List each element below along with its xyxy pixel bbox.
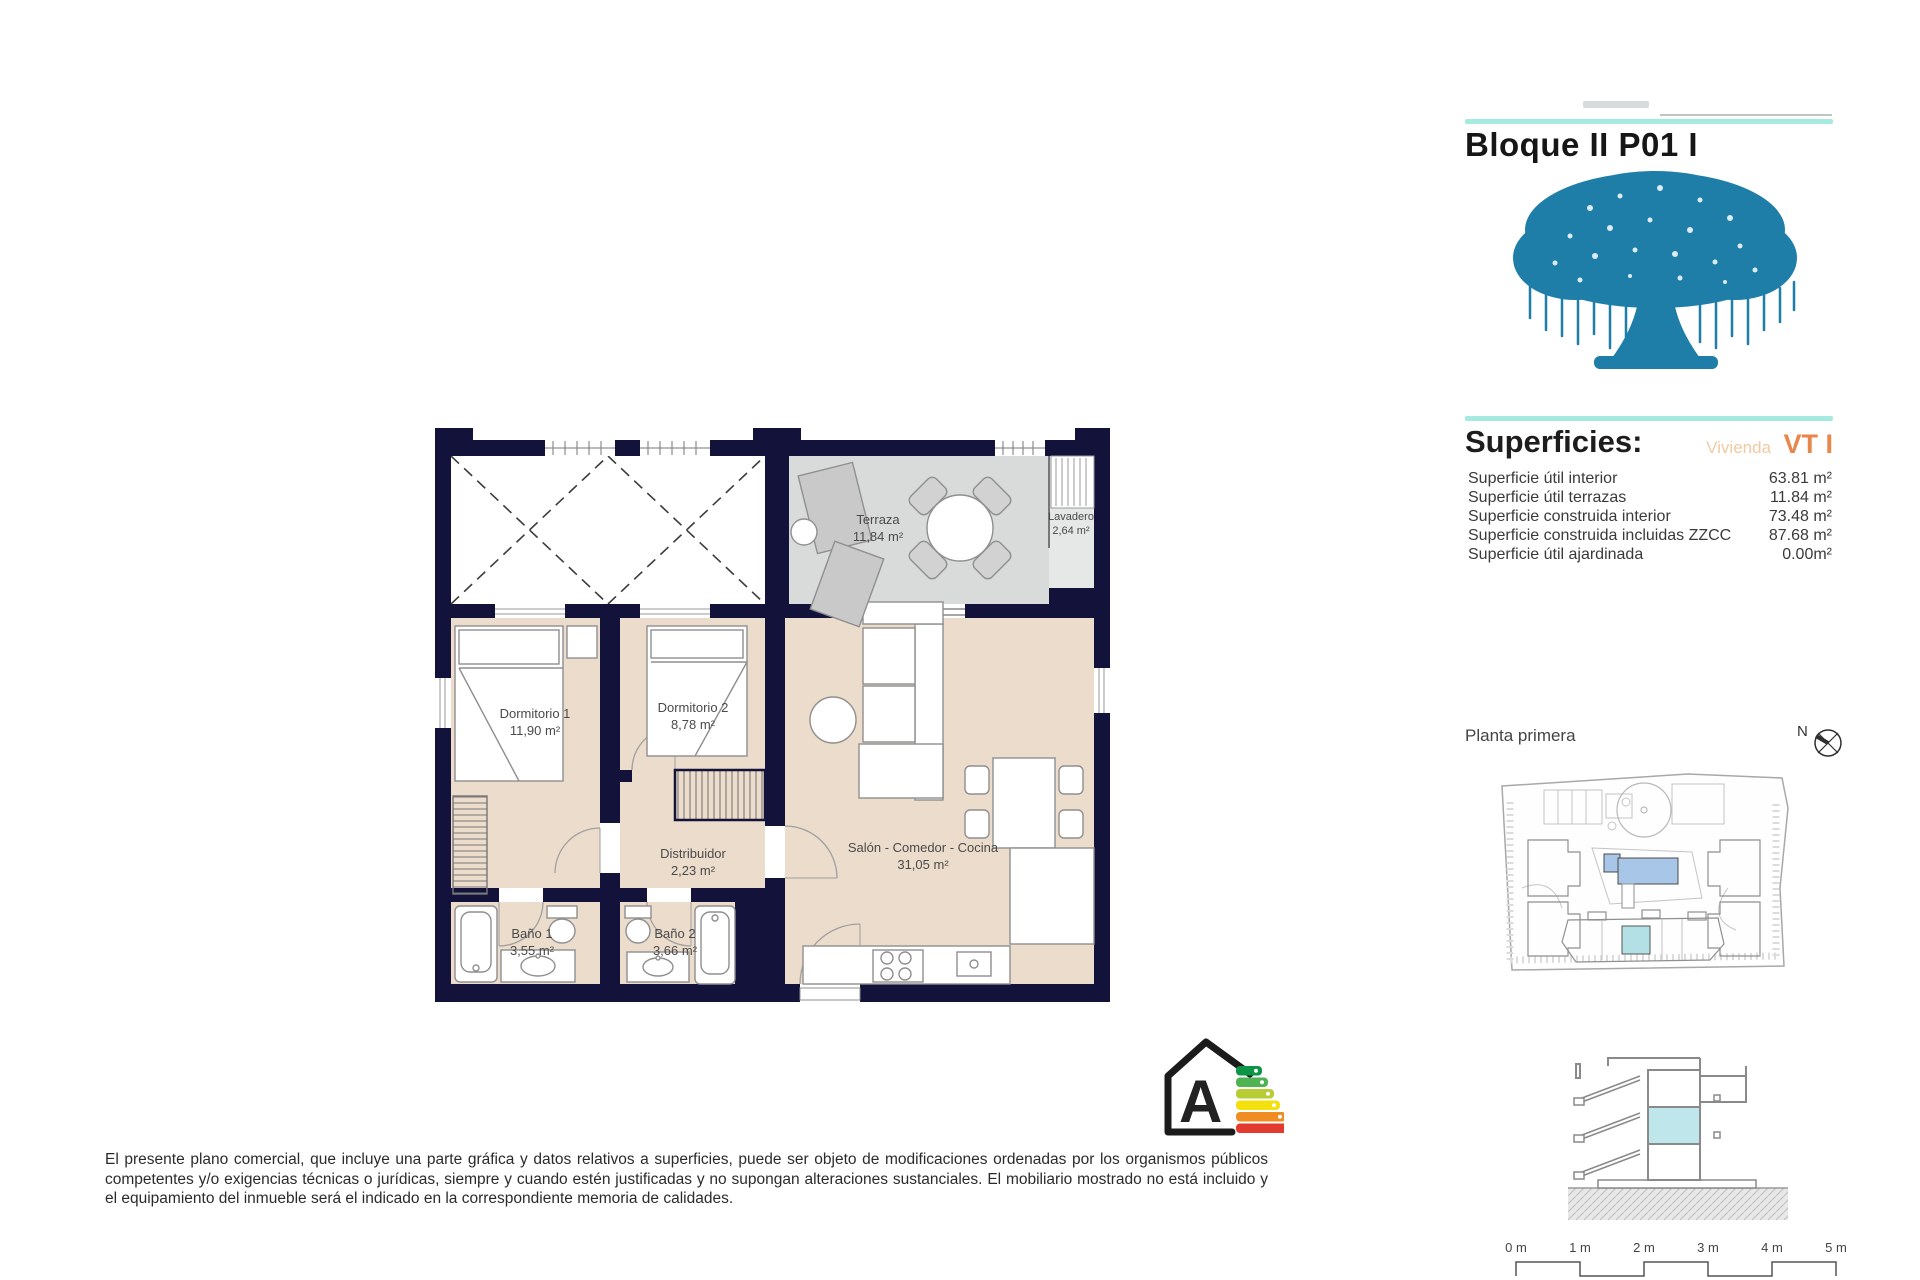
bathtub-icon <box>695 906 735 984</box>
svg-text:3,55 m²: 3,55 m² <box>509 943 555 958</box>
scale-bar <box>1502 1238 1847 1280</box>
bed-icon <box>455 626 563 781</box>
svg-text:0 m: 0 m <box>1505 1240 1527 1255</box>
compass-icon <box>1795 718 1847 764</box>
svg-text:Baño 1: Baño 1 <box>511 926 553 941</box>
superficies-row: Superficie útil terrazas 11.84 m² <box>1468 489 1832 506</box>
svg-text:N: N <box>1797 723 1808 740</box>
header-accent-line <box>1465 119 1833 124</box>
energy-rating-icon <box>1152 1028 1284 1140</box>
terrace-side-table-icon <box>791 519 817 545</box>
floor-plan <box>435 428 1110 1010</box>
vivienda-code: VT I <box>1783 429 1833 459</box>
kitchen-island-icon <box>1010 848 1094 944</box>
vivienda-tag <box>1706 429 1833 460</box>
svg-text:3,66 m²: 3,66 m² <box>652 943 698 958</box>
superficies-row: Superficie útil interior 63.81 m² <box>1468 470 1832 487</box>
side-table-icon <box>810 697 856 743</box>
superficies-row: Superficie construida incluidas ZZCC 87.68 m² <box>1468 527 1832 544</box>
bathtub-icon <box>455 906 497 982</box>
svg-text:Dormitorio 1: Dormitorio 1 <box>499 706 571 721</box>
bed-icon <box>647 626 747 756</box>
energy-letter: A <box>1179 1068 1223 1135</box>
disclaimer-text: El presente plano comercial, que incluye una parte gráfica y datos relativos a superficies, puede ser objeto de modificaciones ordenadas por los organismos públicos competentes y/o exigencias técnicas o jurídicas, siempre y cuando estén justificadas y no supongan alteraciones sustanciales. El mobiliario mostrado no está incluido y el equipamiento del inmueble será el indicado en la correspondiente memoria de calidades. <box>105 1151 1268 1207</box>
svg-text:5 m: 5 m <box>1825 1240 1847 1255</box>
entrance-step <box>800 988 860 1000</box>
superficies-row: Superficie construida interior 73.48 m² <box>1468 508 1832 525</box>
superficies-header <box>1465 424 1833 460</box>
svg-text:31,05 m²: 31,05 m² <box>897 857 949 872</box>
svg-text:Terraza: Terraza <box>856 512 900 527</box>
site-plan <box>1492 768 1796 982</box>
page-title: Bloque II P01 I <box>1465 126 1699 163</box>
void-area-floor <box>451 456 765 604</box>
site-caption: Planta primera <box>1465 726 1576 745</box>
svg-text:3 m: 3 m <box>1697 1240 1719 1255</box>
svg-text:4 m: 4 m <box>1761 1240 1783 1255</box>
header-hairline <box>1660 114 1832 116</box>
building-section <box>1568 1036 1788 1222</box>
svg-text:2,64 m²: 2,64 m² <box>1052 525 1090 537</box>
nightstand-icon <box>567 626 597 658</box>
closet-icon <box>675 770 765 820</box>
section-highlight-floor <box>1648 1107 1700 1144</box>
site-highlight-unit <box>1622 926 1650 954</box>
vivienda-label: Vivienda <box>1706 438 1772 457</box>
svg-text:Baño 2: Baño 2 <box>654 926 696 941</box>
svg-text:Dormitorio 2: Dormitorio 2 <box>657 700 729 715</box>
toilet-icon <box>625 906 651 943</box>
superficies-title: Superficies: <box>1465 424 1643 459</box>
superficies-table <box>1468 470 1832 565</box>
superficies-row: Superficie útil ajardinada 0.00m² <box>1468 546 1832 563</box>
superficies-accent-line <box>1465 416 1833 421</box>
svg-text:Distribuidor: Distribuidor <box>660 846 726 861</box>
tree-logo <box>1500 158 1810 393</box>
svg-text:11,90 m²: 11,90 m² <box>509 723 561 738</box>
svg-text:Salón - Comedor - Cocina: Salón - Comedor - Cocina <box>847 840 999 855</box>
kitchen-counter-icon <box>803 946 1010 984</box>
svg-text:2 m: 2 m <box>1633 1240 1655 1255</box>
svg-text:2,23 m²: 2,23 m² <box>670 863 716 878</box>
drying-rack-icon <box>1051 456 1094 508</box>
wardrobe-icon <box>453 796 487 894</box>
svg-text:1 m: 1 m <box>1569 1240 1591 1255</box>
svg-text:8,78 m²: 8,78 m² <box>670 717 716 732</box>
svg-text:Lavadero: Lavadero <box>1048 511 1094 523</box>
sofa-icon <box>859 602 943 800</box>
faint-logo-text <box>1583 101 1649 108</box>
svg-text:11,84 m²: 11,84 m² <box>852 529 904 544</box>
